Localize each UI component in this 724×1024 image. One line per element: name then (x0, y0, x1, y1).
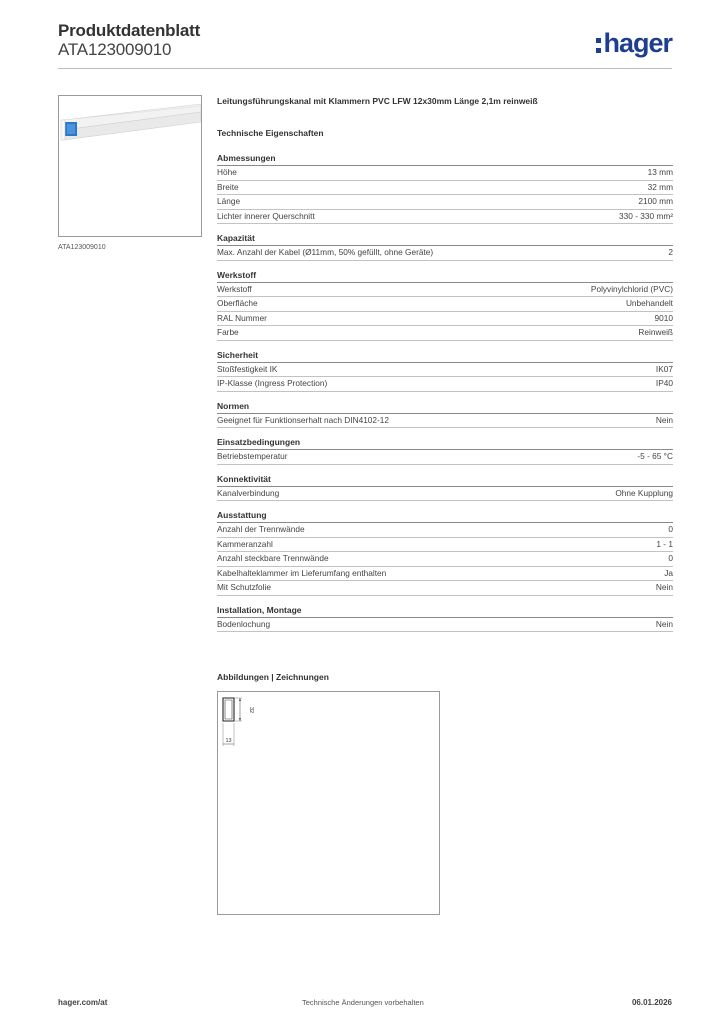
spec-label: Betriebstemperatur (217, 451, 288, 461)
logo-colon-icon (596, 38, 601, 53)
spec-label: Kanalverbindung (217, 487, 280, 498)
spec-value: Nein (655, 582, 673, 592)
spec-row (217, 195, 673, 210)
spec-section (217, 152, 673, 224)
spec-label: Farbe (217, 327, 239, 337)
spec-value: 2100 mm (638, 196, 673, 206)
spec-value: 0 (668, 524, 673, 534)
spec-value: IP40 (655, 378, 673, 388)
section-title: Abmessungen (217, 152, 673, 166)
spec-row (217, 487, 673, 502)
spec-label: Geeignet für Funktionserhalt nach DIN4102-12 (217, 414, 390, 425)
section-title: Einsatzbedingungen (217, 436, 673, 450)
spec-section (217, 604, 673, 633)
technical-drawing (217, 691, 440, 915)
logo-text: hager (603, 28, 672, 58)
spec-label: Bodenlochung (217, 618, 271, 629)
spec-value: Ja (664, 567, 673, 578)
header-divider (58, 68, 672, 69)
spec-label: Anzahl der Trennwände (217, 524, 305, 534)
spec-label: RAL Nummer (217, 312, 267, 323)
image-caption: ATA123009010 (58, 244, 106, 251)
spec-value: 13 mm (647, 167, 673, 177)
spec-section (217, 436, 673, 465)
spec-row (217, 283, 673, 298)
spec-label: Lichter innerer Querschnitt (217, 210, 315, 221)
spec-value: 2 (668, 247, 673, 257)
dim-height-label: 32 (248, 706, 254, 714)
section-title: Werkstoff (217, 269, 673, 283)
spec-label: Mit Schutzfolie (217, 582, 271, 592)
spec-row (217, 363, 673, 378)
duct-cross-section-drawing (218, 692, 439, 914)
spec-row (217, 166, 673, 181)
spec-label: Stoßfestigkeit IK (217, 363, 278, 374)
spec-value: IK07 (655, 363, 673, 374)
spec-label: Max. Anzahl der Kabel (Ø11mm, 50% gefüllt, ohne Geräte) (217, 247, 434, 257)
spec-value: 32 mm (647, 181, 673, 192)
spec-row (217, 312, 673, 327)
spec-label: Länge (217, 196, 241, 206)
spec-section (217, 473, 673, 502)
spec-value: 330 - 330 mm² (619, 210, 673, 221)
spec-row (217, 297, 673, 312)
spec-row (217, 246, 673, 261)
spec-row (217, 326, 673, 341)
spec-value: Unbehandelt (625, 298, 673, 308)
section-title: Installation, Montage (217, 604, 673, 618)
section-title: Kapazität (217, 232, 673, 246)
spec-label: Werkstoff (217, 283, 252, 294)
spec-label: Anzahl steckbare Trennwände (217, 553, 329, 563)
spec-label: Kammeranzahl (217, 538, 273, 549)
spec-label: Breite (217, 181, 239, 192)
spec-label: IP-Klasse (Ingress Protection) (217, 378, 328, 388)
spec-value: Nein (655, 618, 673, 629)
product-name: Leitungsführungskanal mit Klammern PVC LFW 12x30mm Länge 2,1m reinweiß (217, 96, 538, 106)
spec-row (217, 377, 673, 392)
spec-value: Polyvinylchlorid (PVC) (590, 283, 673, 294)
footer-date: 06.01.2026 (631, 998, 672, 1007)
footer-website: hager.com/at (58, 998, 108, 1007)
article-number: ATA123009010 (58, 40, 172, 59)
dim-width-label: 13 (225, 738, 232, 744)
spec-row (217, 552, 673, 567)
spec-value: 9010 (654, 312, 673, 323)
footer-notice: Technische Änderungen vorbehalten (302, 998, 424, 1007)
spec-value: 1 - 1 (656, 538, 673, 549)
spec-value: 0 (668, 553, 673, 563)
spec-label: Kabelhalteklammer im Lieferumfang enthalten (217, 567, 387, 578)
spec-value: Ohne Kupplung (615, 487, 673, 498)
cable-duct-illustration (59, 96, 201, 236)
spec-label: Höhe (217, 167, 237, 177)
spec-sections (217, 152, 673, 632)
spec-label: Oberfläche (217, 298, 258, 308)
header-title: Produktdatenblatt (58, 21, 201, 40)
spec-row (217, 181, 673, 196)
spec-row (217, 567, 673, 582)
spec-section (217, 269, 673, 341)
section-title: Normen (217, 400, 673, 414)
spec-value: -5 - 65 °C (637, 451, 673, 461)
spec-row (217, 538, 673, 553)
spec-section (217, 349, 673, 392)
spec-section (217, 232, 673, 261)
spec-row (217, 414, 673, 429)
drawings-title: Abbildungen | Zeichnungen (217, 672, 329, 682)
spec-section (217, 509, 673, 596)
spec-row (217, 618, 673, 633)
product-image (58, 95, 202, 237)
product-specs (217, 96, 673, 640)
section-title: Sicherheit (217, 349, 673, 363)
spec-value: Nein (655, 414, 673, 425)
tech-properties-title: Technische Eigenschaften (217, 128, 324, 138)
section-title: Ausstattung (217, 509, 673, 523)
spec-row (217, 523, 673, 538)
hager-logo (596, 28, 672, 59)
spec-row (217, 581, 673, 596)
spec-section (217, 400, 673, 429)
spec-row (217, 450, 673, 465)
section-title: Konnektivität (217, 473, 673, 487)
spec-row (217, 210, 673, 225)
spec-value: Reinweiß (638, 327, 673, 337)
